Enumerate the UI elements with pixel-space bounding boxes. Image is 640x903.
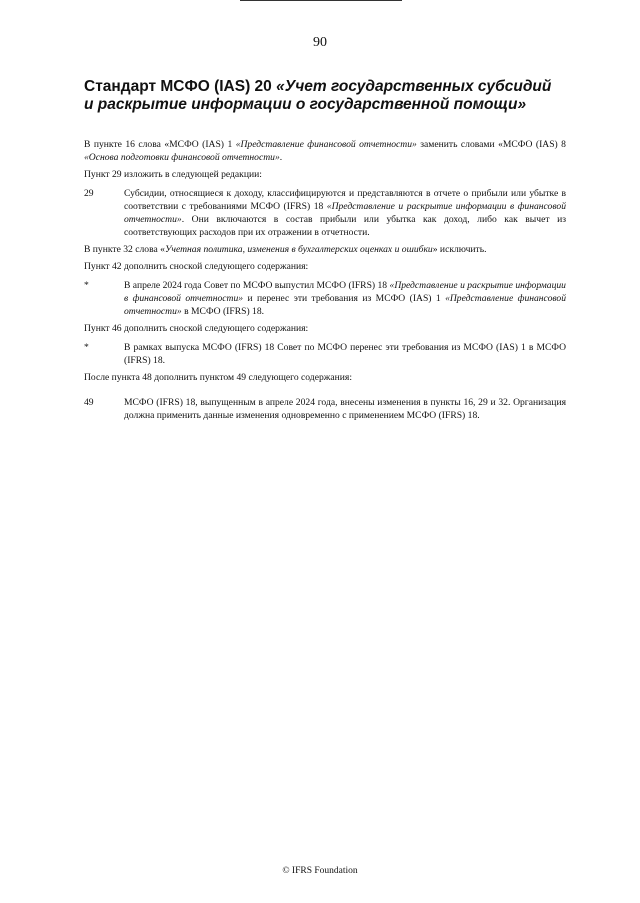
standard-title-italic: «Представление финансовой отчетности» [124, 293, 567, 317]
instruction-paragraph-29: Пункт 29 изложить в следующей редакции: [84, 169, 262, 180]
instruction-text: В пункте 16 слова «МСФО (IAS) 1 [84, 139, 236, 150]
instruction-text: заменить словами «МСФО (IAS) 8 [416, 139, 566, 150]
instruction-text: » исключить. [432, 244, 487, 255]
footnote-42 [84, 279, 566, 318]
title-prefix: Стандарт МСФО (IAS) 20 [84, 78, 277, 95]
standard-title-italic: «Представление и раскрытие информации в финансовой отчетности» [124, 201, 566, 225]
instruction-paragraph-42: Пункт 42 дополнить сноской следующего содержания: [84, 261, 309, 272]
footnote-marker: * [84, 342, 89, 353]
document-body [84, 138, 566, 422]
instruction-paragraph-48: После пункта 48 дополнить пунктом 49 следующего содержания: [84, 372, 352, 383]
top-rule [240, 0, 402, 1]
footnote-46 [84, 341, 566, 367]
instruction-text: . [279, 152, 283, 163]
paragraph-number: 49 [84, 397, 94, 408]
new-paragraph-49 [84, 396, 566, 422]
standard-title-italic: «Представление и раскрытие информации в финансовой отчетности» [124, 280, 566, 304]
instruction-paragraph-32 [84, 243, 566, 256]
footnote-text-part: В апреле 2024 года Совет по МСФО выпустил МСФО (IFRS) 18 [124, 280, 390, 291]
paragraph-text [124, 187, 566, 239]
paragraph-text-part: Субсидии, относящиеся к доходу, классифицируются и представляются в отчете о прибыли или убытке в соответствии с требованиями МСФО (IFRS) 18 [124, 188, 566, 212]
footnote-text [124, 279, 566, 318]
paragraph-number: 29 [84, 188, 94, 199]
paragraph-text-part: . Они включаются в состав прибыли или убытка как доход, либо как вычет из соответствующих расходов при их отражении в отчетности. [124, 214, 566, 238]
instruction-paragraph-16 [84, 138, 566, 164]
standard-title-italic: «Основа подготовки финансовой отчетности» [84, 152, 280, 163]
instruction-paragraph-46: Пункт 46 дополнить сноской следующего содержания: [84, 323, 309, 334]
footnote-text-part: в МСФО (IFRS) 18. [181, 306, 265, 317]
standard-title-italic: Учетная политика, изменения в бухгалтерских оценках и ошибки [164, 244, 433, 255]
copyright-footer: © IFRS Foundation [282, 866, 358, 876]
instruction-text: В пункте 32 слова « [84, 244, 165, 255]
footnote-text-part: и перенес эти требования из МСФО (IAS) 1 [243, 293, 446, 304]
amended-paragraph-29 [84, 187, 566, 239]
standard-title-italic: «Представление финансовой отчетности» [235, 139, 417, 150]
page-number: 90 [313, 35, 327, 50]
footnote-text: В рамках выпуска МСФО (IFRS) 18 Совет по МСФО перенес эти требования из МСФО (IAS) 1 в МСФО (IFRS) 18. [124, 342, 566, 366]
footnote-marker: * [84, 280, 89, 291]
title-emphasis: «Учет государственных субсидий и раскрытие информации о государственной помощи» [84, 78, 552, 113]
paragraph-text: МСФО (IFRS) 18, выпущенным в апреле 2024 года, внесены изменения в пункты 16, 29 и 32. Организация должна применить данные изменения одновременно с применением МСФО (IFRS) 18. [124, 397, 566, 421]
page-title [84, 78, 564, 114]
